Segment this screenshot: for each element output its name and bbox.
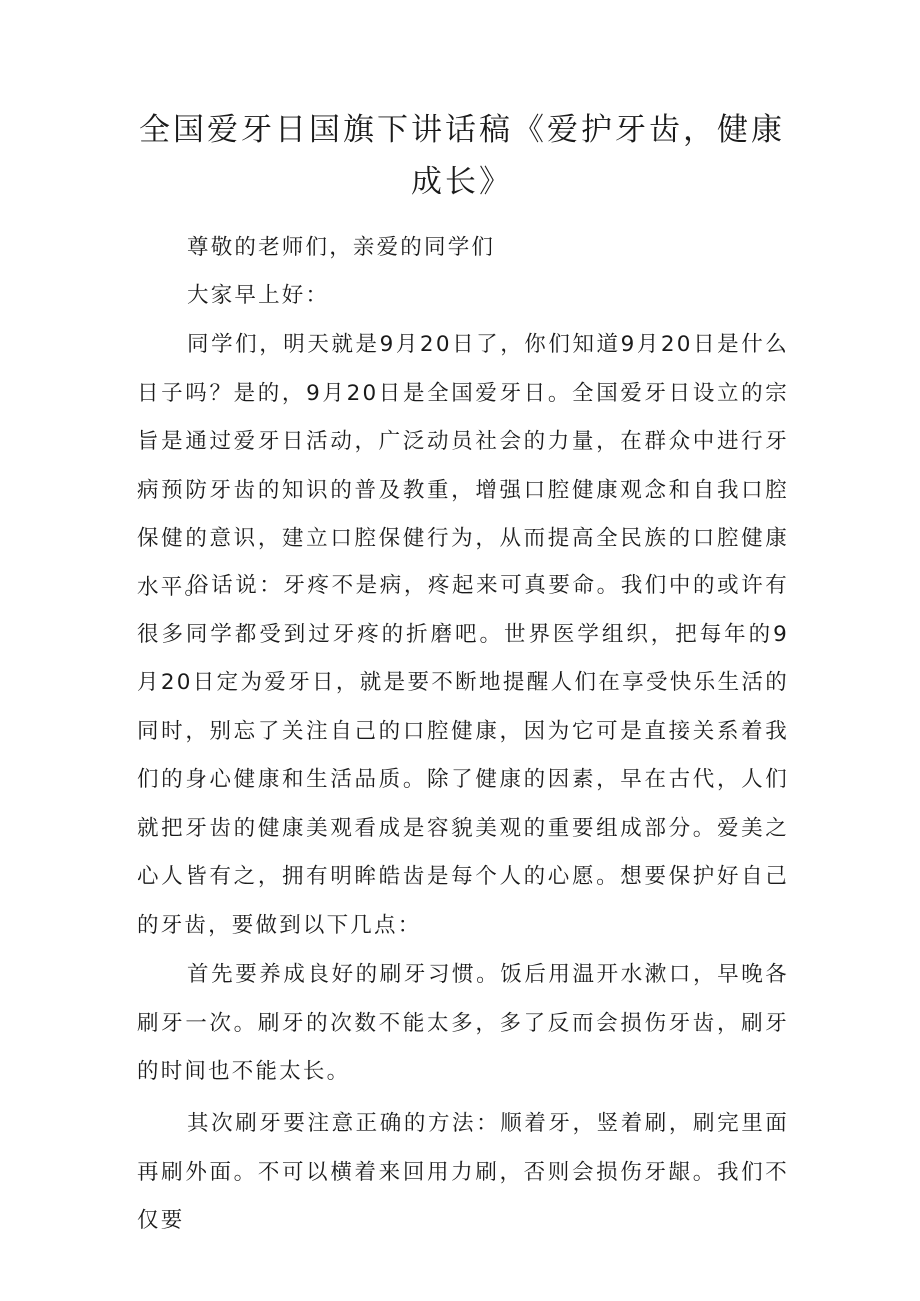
document-title: 全国爱牙日国旗下讲话稿《爱护牙齿，健康成长》 — [139, 112, 785, 200]
greeting-line: 尊敬的老师们，亲爱的同学们 — [187, 235, 496, 260]
paragraph-1: 同学们，明天就是9月20日了，你们知道9月20日是什么日子吗？是的，9月20日是全国爱牙日。全国爱牙日设立的宗旨是通过爱牙日活动，广泛动员社会的力量，在群众中进行牙病预防牙齿的知识的普及教重，增强口腔健康观念和自我口腔保健的意识，建立口腔保健行为，从而提高全民族的口腔健康水平。 — [137, 332, 789, 600]
paragraph-3: 首先要养成良好的刷牙习惯。饭后用温开水漱口，早晚各刷牙一次。刷牙的次数不能太多，多了反而会损伤牙齿，刷牙的时间也不能太长。 — [137, 962, 789, 1084]
opening-line: 大家早上好： — [187, 283, 330, 308]
paragraph-4: 其次刷牙要注意正确的方法：顺着牙，竖着刷，刷完里面再刷外面。不可以横着来回用力刷，否则会损伤牙龈。我们不仅要 — [137, 1111, 789, 1233]
paragraph-2: 俗话说：牙疼不是病，疼起来可真要命。我们中的或许有很多同学都受到过牙疼的折磨吧。世界医学组织，把每年的9月20日定为爱牙日，就是要不断地提醒人们在享受快乐生活的同时，别忘了关注自己的口腔健康，因为它可是直接关系着我们的身心健康和生活品质。除了健康的因素，早在古代，人们就把牙齿的健康美观看成是容貌美观的重要组成部分。爱美之心人皆有之，拥有明眸皓齿是每个人的心愿。想要保护好自己的牙齿，要做到以下几点： — [137, 573, 789, 938]
